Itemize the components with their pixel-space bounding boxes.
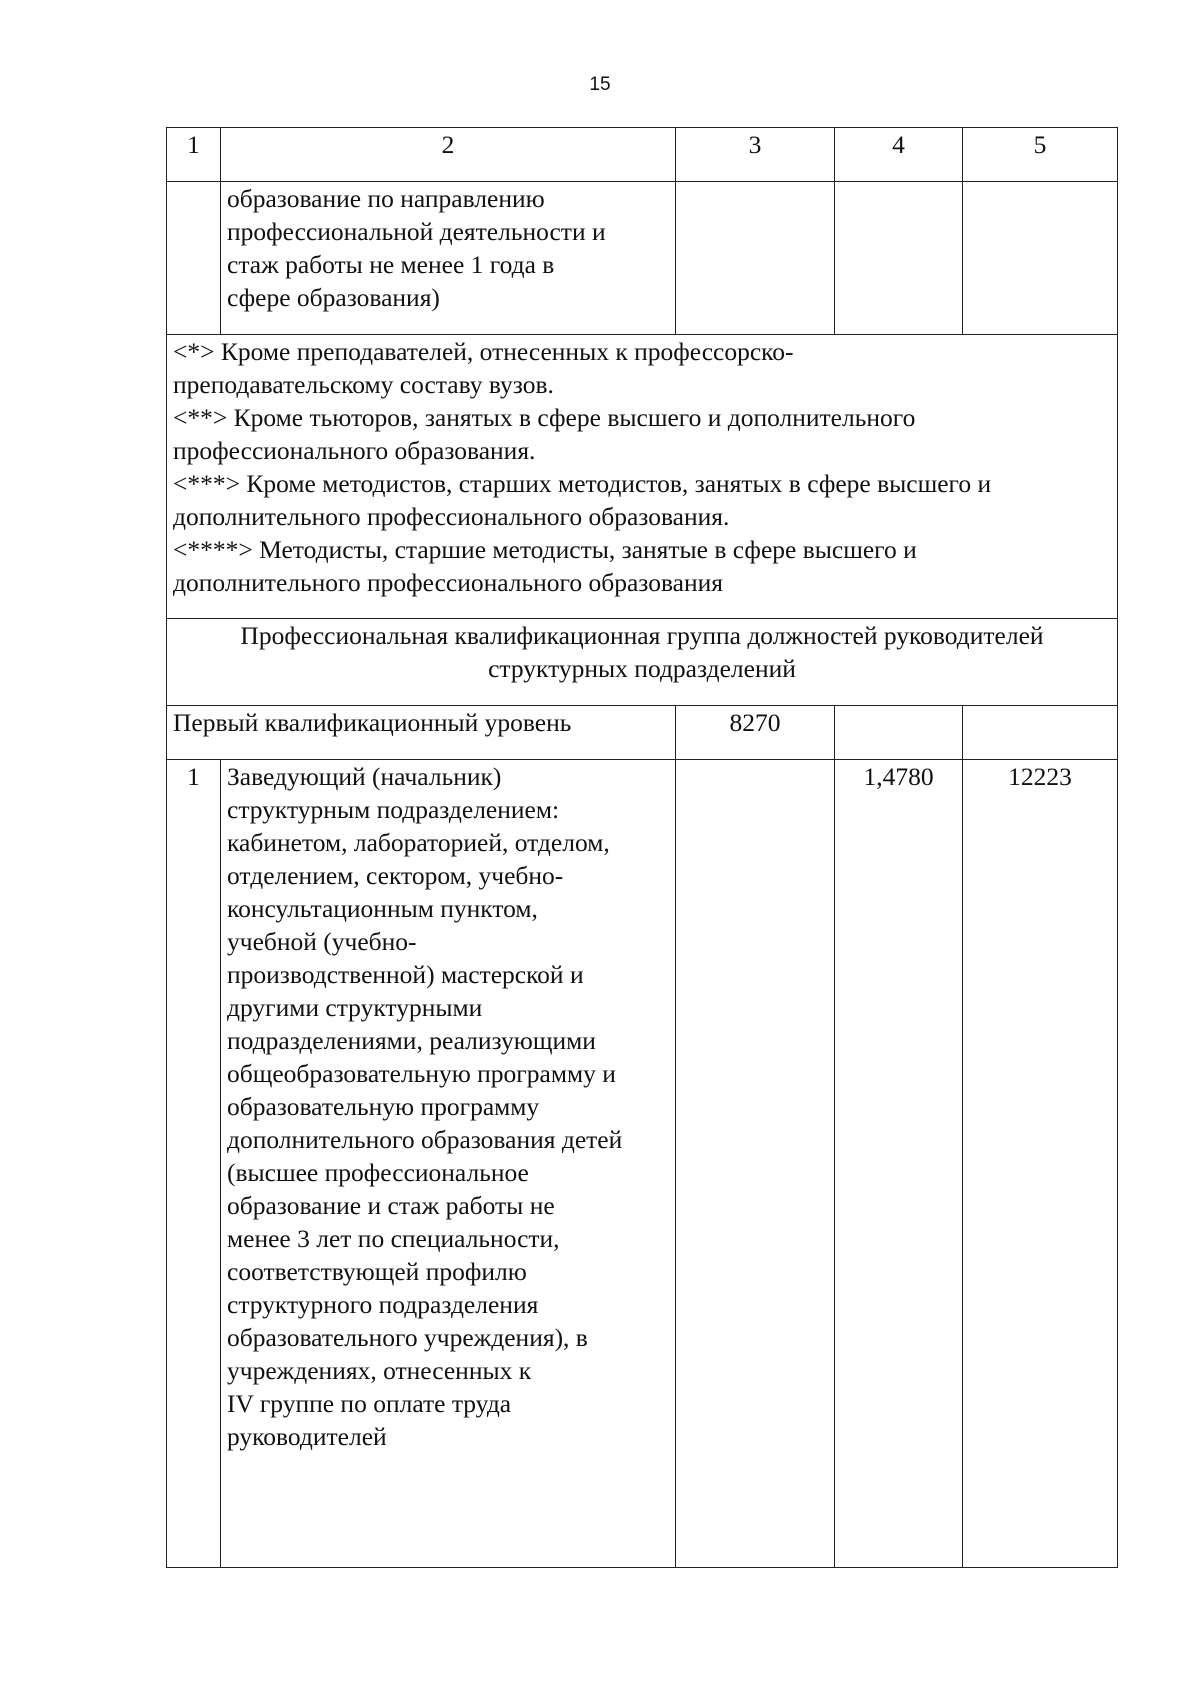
group-title-cell: Профессиональная квалификационная группа должностей руководителей структурных подразделений xyxy=(167,619,1118,706)
header-cell-3: 3 xyxy=(676,128,835,182)
footnote-line: <*> Кроме преподавателей, отнесенных к профессорско- xyxy=(173,337,794,366)
level-salary-cell: 8270 xyxy=(676,706,835,760)
continuation-col4-cell xyxy=(835,182,963,335)
position-number-cell: 1 xyxy=(167,760,221,1568)
position-amount-cell: 12223 xyxy=(963,760,1118,1568)
header-cell-4: 4 xyxy=(835,128,963,182)
footnote-line: дополнительного профессионального образования. xyxy=(173,502,730,531)
position-description-cell: Заведующий (начальник) структурным подразделением: кабинетом, лабораторией, отделом, отделением, сектором, учебно- консультационным пунктом, учебной (учебно- производственной) мастерской и другими структурными подразделениями, реализующими общеобразовательную программу и образовательную программу дополнительного образования детей (высшее профессиональное образование и стаж работы не менее 3 лет по специальности, соответствующей профилю структурного подразделения образовательного учреждения), в учреждениях, отнесенных к IV группе по оплате труда руководителей xyxy=(221,760,676,1568)
footnote-line: преподавательскому составу вузов. xyxy=(173,370,554,399)
footnote-line: <***> Кроме методистов, старших методистов, занятых в сфере высшего и xyxy=(173,469,992,498)
position-coefficient-cell: 1,4780 xyxy=(835,760,963,1568)
qualification-table xyxy=(166,127,1118,1568)
footnotes-cell xyxy=(167,335,1118,619)
table-header-row xyxy=(167,128,1118,182)
continuation-col5-cell xyxy=(963,182,1118,335)
footnote-line: <**> Кроме тьюторов, занятых в сфере высшего и дополнительного xyxy=(173,403,916,432)
continuation-description-cell: образование по направлению профессиональной деятельности и стаж работы не менее 1 года в сфере образования) xyxy=(221,182,676,335)
footnote-line: дополнительного профессионального образования xyxy=(173,568,724,597)
level-label-cell: Первый квалификационный уровень xyxy=(167,706,676,760)
footnote-line: профессионального образования. xyxy=(173,436,536,465)
header-cell-1: 1 xyxy=(167,128,221,182)
page-number: 15 xyxy=(589,74,611,95)
header-cell-5: 5 xyxy=(963,128,1118,182)
table-row-level xyxy=(167,706,1118,760)
position-col3-cell xyxy=(676,760,835,1568)
table-row-position xyxy=(167,760,1118,1568)
footnote-line: <****> Методисты, старшие методисты, занятые в сфере высшего и xyxy=(173,535,917,564)
table-row-continuation xyxy=(167,182,1118,335)
level-col4-cell xyxy=(835,706,963,760)
level-col5-cell xyxy=(963,706,1118,760)
table-row-notes xyxy=(167,335,1118,619)
continuation-number-cell xyxy=(167,182,221,335)
table-row-group-title xyxy=(167,619,1118,706)
continuation-col3-cell xyxy=(676,182,835,335)
header-cell-2: 2 xyxy=(221,128,676,182)
